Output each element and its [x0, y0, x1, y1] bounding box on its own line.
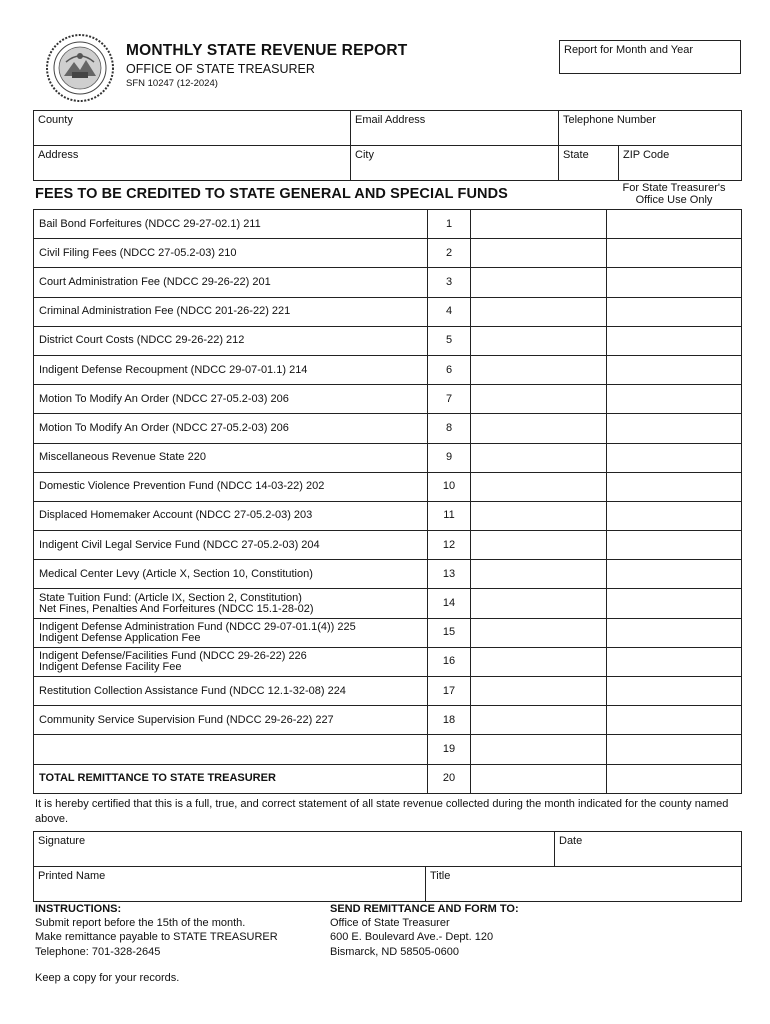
fee-line-number: 20 [428, 764, 471, 793]
fee-row [34, 560, 742, 589]
fee-amount-field[interactable] [471, 385, 607, 414]
fee-row [34, 647, 742, 676]
fee-amount-field[interactable] [471, 531, 607, 560]
fee-amount-field[interactable] [471, 560, 607, 589]
fee-description-line: Displaced Homemaker Account (NDCC 27-05.2-03) 203 [39, 509, 313, 522]
fee-description [34, 764, 428, 793]
report-period-label: Report for Month and Year [564, 44, 694, 56]
county-field[interactable] [34, 111, 351, 146]
fee-description [34, 355, 428, 384]
fee-line-number: 19 [428, 735, 471, 764]
fee-description [34, 239, 428, 268]
fee-row [34, 735, 742, 764]
treasurer-use-field [607, 355, 742, 384]
fee-row [34, 239, 742, 268]
instructions-heading: INSTRUCTIONS: [35, 903, 122, 915]
treasurer-use-field [607, 472, 742, 501]
fee-row [34, 268, 742, 297]
email-field[interactable] [351, 111, 559, 146]
fee-description [34, 472, 428, 501]
fee-amount-field[interactable] [471, 472, 607, 501]
fee-description-line2: Indigent Defense Facility Fee [39, 660, 182, 673]
fee-line-number: 1 [428, 210, 471, 239]
fee-line-number: 10 [428, 472, 471, 501]
fee-line-number: 5 [428, 326, 471, 355]
fee-description-line2: Net Fines, Penalties And Forfeitures (NDCC 15.1-28-02) [39, 602, 314, 615]
fee-row [34, 414, 742, 443]
treasurer-use-field [607, 443, 742, 472]
state-field[interactable] [559, 146, 619, 181]
fee-amount-field[interactable] [471, 268, 607, 297]
fee-description [34, 210, 428, 239]
fee-description-line: TOTAL REMITTANCE TO STATE TREASURER [39, 772, 276, 785]
zip-field[interactable] [619, 146, 742, 181]
title-label: Title [430, 870, 451, 882]
fee-description-line: District Court Costs (NDCC 29-26-22) 212 [39, 334, 245, 347]
treasurer-use-field [607, 501, 742, 530]
fee-line-number: 9 [428, 443, 471, 472]
fee-line-number: 3 [428, 268, 471, 297]
fee-row [34, 210, 742, 239]
fee-row [34, 326, 742, 355]
fee-amount-field[interactable] [471, 414, 607, 443]
fee-description-line: Motion To Modify An Order (NDCC 27-05.2-03) 206 [39, 392, 289, 405]
fee-description [34, 326, 428, 355]
fee-row [34, 297, 742, 326]
fee-description [34, 677, 428, 706]
fee-row [34, 501, 742, 530]
treasurer-use-field [607, 297, 742, 326]
fee-line-number: 2 [428, 239, 471, 268]
address-field[interactable] [34, 146, 351, 181]
fee-description-line: Criminal Administration Fee (NDCC 201-26-22) 221 [39, 305, 291, 318]
fee-description-line: Medical Center Levy (Article X, Section 10, Constitution) [39, 567, 313, 580]
treasurer-use-field [607, 531, 742, 560]
keep-copy-note: Keep a copy for your records. [35, 972, 180, 984]
treasurer-use-line2: Office Use Only [635, 194, 713, 206]
fee-line-number: 6 [428, 355, 471, 384]
fee-description [34, 706, 428, 735]
fee-amount-field[interactable] [471, 706, 607, 735]
fee-description [34, 297, 428, 326]
remittance-line: 600 E. Boulevard Ave.- Dept. 120 [330, 931, 494, 944]
fee-amount-field[interactable] [471, 297, 607, 326]
fee-description [34, 589, 428, 618]
signature-field[interactable] [34, 832, 555, 867]
report-period-field[interactable] [559, 40, 741, 74]
instructions-line: Telephone: 701-328-2645 [35, 945, 161, 958]
fee-description-line: Restitution Collection Assistance Fund (NDCC 12.1-32-08) 224 [39, 684, 346, 697]
fee-description-line: State Tuition Fund: (Article IX, Section 2, Constitution) [39, 591, 302, 604]
state-label: State [563, 149, 589, 161]
date-field[interactable] [555, 832, 742, 867]
fee-description [34, 501, 428, 530]
fee-row [34, 618, 742, 647]
fee-amount-field[interactable] [471, 501, 607, 530]
instructions-line: Submit report before the 15th of the month. [35, 917, 246, 930]
zip-label: ZIP Code [623, 149, 670, 161]
treasurer-use-field [607, 706, 742, 735]
treasurer-use-field [607, 764, 742, 793]
fee-description [34, 443, 428, 472]
fee-description-line: Court Administration Fee (NDCC 29-26-22) 201 [39, 275, 271, 288]
title-field[interactable] [426, 867, 742, 902]
fee-amount-field[interactable] [471, 443, 607, 472]
fee-description [34, 560, 428, 589]
city-label: City [355, 149, 374, 161]
instructions [35, 902, 278, 959]
treasurer-use-field [607, 677, 742, 706]
fee-line-number: 12 [428, 531, 471, 560]
fee-amount-field[interactable] [471, 647, 607, 676]
treasurer-use-field [607, 268, 742, 297]
fee-description-line: Motion To Modify An Order (NDCC 27-05.2-03) 206 [39, 421, 289, 434]
form-subtitle: OFFICE OF STATE TREASURER [126, 62, 315, 76]
fee-row [34, 443, 742, 472]
fee-amount-field[interactable] [471, 239, 607, 268]
fee-description-line: Indigent Civil Legal Service Fund (NDCC 27-05.2-03) 204 [39, 538, 320, 551]
fee-amount-field[interactable] [471, 677, 607, 706]
treasurer-use-field [607, 385, 742, 414]
fee-description-line: Civil Filing Fees (NDCC 27-05.2-03) 210 [39, 246, 237, 259]
fee-description-line: Indigent Defense Administration Fund (NDCC 29-07-01.1(4)) 225 [39, 620, 356, 633]
fee-row [34, 706, 742, 735]
fee-description-line: Domestic Violence Prevention Fund (NDCC 14-03-22) 202 [39, 480, 325, 493]
remittance-heading: SEND REMITTANCE AND FORM TO: [330, 903, 519, 915]
fee-description [34, 385, 428, 414]
fee-amount-field[interactable] [471, 210, 607, 239]
fee-description [34, 268, 428, 297]
fee-description-line2: Indigent Defense Application Fee [39, 631, 201, 644]
remittance-line: Office of State Treasurer [330, 917, 450, 930]
fee-line-number: 8 [428, 414, 471, 443]
fee-description [34, 531, 428, 560]
fee-description-line: Indigent Defense/Facilities Fund (NDCC 29-26-22) 226 [39, 649, 307, 662]
fee-amount-field[interactable] [471, 355, 607, 384]
fee-description-line: Miscellaneous Revenue State 220 [39, 451, 206, 464]
form-number: SFN 10247 (12-2024) [126, 78, 218, 89]
fee-line-number: 18 [428, 706, 471, 735]
fee-description [34, 414, 428, 443]
treasurer-use-heading [606, 182, 742, 206]
fee-amount-field[interactable] [471, 326, 607, 355]
treasurer-use-field [607, 239, 742, 268]
city-field[interactable] [351, 146, 559, 181]
remittance-line: Bismarck, ND 58505-0600 [330, 945, 460, 958]
fee-description [34, 647, 428, 676]
treasurer-use-field [607, 414, 742, 443]
form-title: MONTHLY STATE REVENUE REPORT [126, 42, 408, 59]
email-label: Email Address [355, 114, 426, 126]
fee-row [34, 677, 742, 706]
state-seal-icon [44, 32, 116, 104]
certification-statement: It is hereby certified that this is a full, true, and correct statement of all state revenue collected during the month indicated for the county named above. [35, 798, 729, 825]
fee-row [34, 385, 742, 414]
treasurer-use-field [607, 326, 742, 355]
fee-row [34, 589, 742, 618]
treasurer-use-field [607, 735, 742, 764]
fee-row [34, 355, 742, 384]
treasurer-use-line1: For State Treasurer's [622, 182, 726, 194]
telephone-field[interactable] [559, 111, 742, 146]
treasurer-use-field [607, 210, 742, 239]
fee-description [34, 735, 428, 764]
address-label: Address [38, 149, 79, 161]
fee-line-number: 13 [428, 560, 471, 589]
fee-row [34, 472, 742, 501]
fees-section-title: FEES TO BE CREDITED TO STATE GENERAL AND SPECIAL FUNDS [35, 186, 508, 202]
fee-line-number: 17 [428, 677, 471, 706]
fee-line-number: 4 [428, 297, 471, 326]
treasurer-use-field [607, 647, 742, 676]
signature-label: Signature [38, 835, 86, 847]
fee-line-number: 14 [428, 589, 471, 618]
fee-row [34, 764, 742, 793]
treasurer-use-field [607, 560, 742, 589]
fee-row [34, 531, 742, 560]
signature-table [33, 831, 742, 902]
printed-name-field[interactable] [34, 867, 426, 902]
instructions-line: Make remittance payable to STATE TREASURER [35, 931, 278, 944]
treasurer-use-field [607, 618, 742, 647]
fee-line-number: 16 [428, 647, 471, 676]
contact-info-table [33, 110, 742, 181]
fee-amount-field[interactable] [471, 589, 607, 618]
remittance-address [330, 902, 519, 959]
fee-description-line: Community Service Supervision Fund (NDCC 29-26-22) 227 [39, 713, 334, 726]
telephone-label: Telephone Number [563, 114, 656, 126]
date-label: Date [559, 835, 583, 847]
fee-amount-field[interactable] [471, 764, 607, 793]
fee-line-number: 11 [428, 501, 471, 530]
fee-amount-field[interactable] [471, 735, 607, 764]
county-label: County [38, 114, 73, 126]
fee-amount-field[interactable] [471, 618, 607, 647]
printed-name-label: Printed Name [38, 870, 106, 882]
fee-description-line: Indigent Defense Recoupment (NDCC 29-07-01.1) 214 [39, 363, 308, 376]
fees-table [33, 209, 742, 794]
treasurer-use-field [607, 589, 742, 618]
fee-description-line: Bail Bond Forfeitures (NDCC 29-27-02.1) 211 [39, 217, 261, 230]
fee-description [34, 618, 428, 647]
fee-line-number: 15 [428, 618, 471, 647]
fee-line-number: 7 [428, 385, 471, 414]
